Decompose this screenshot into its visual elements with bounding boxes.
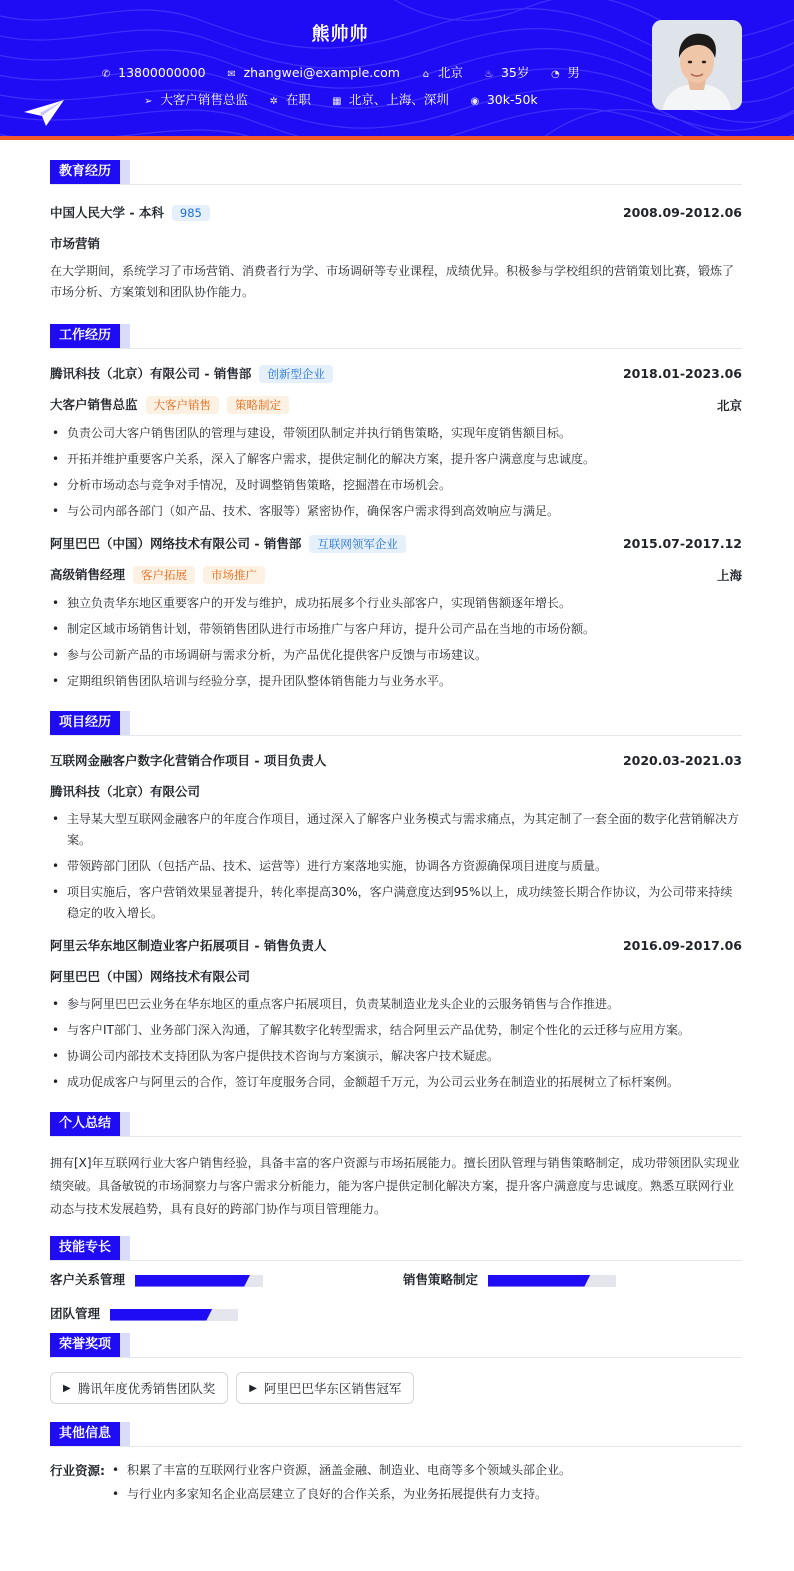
- mail-icon: ✉: [227, 69, 236, 80]
- project-bullets: [50, 809, 742, 924]
- work-period: 2015.07-2017.12: [622, 536, 742, 551]
- skill-item: [50, 1270, 263, 1288]
- salary-text: 30k-50k: [486, 92, 538, 107]
- project-name: 互联网金融客户数字化营销合作项目 - 项目负责人: [50, 753, 327, 768]
- other-label: 行业资源:: [50, 1463, 105, 1478]
- age-text: 35岁: [500, 65, 530, 80]
- job-tag: 市场推广: [203, 566, 265, 584]
- section-divider: [50, 184, 742, 185]
- candidate-name: 熊帅帅: [311, 24, 369, 45]
- position-text: 大客户销售总监: [160, 92, 248, 107]
- project-company: 阿里巴巴（中国）网络技术有限公司: [50, 969, 251, 984]
- section-work: [50, 324, 742, 348]
- age-item: [483, 63, 529, 81]
- section-education: [50, 160, 742, 184]
- section-divider: [50, 1446, 742, 1447]
- list-item: • 定期组织销售团队培训与经验分享，提升团队整体销售能力与业务水平。: [50, 671, 742, 692]
- work-location: 北京: [716, 397, 742, 413]
- skill-bar: [488, 1275, 616, 1287]
- section-divider: [50, 735, 742, 736]
- skill-name: 团队管理: [50, 1306, 101, 1321]
- section-title: 项目经历: [50, 711, 120, 735]
- position-item: [142, 90, 248, 108]
- award-text: 阿里巴巴华东区销售冠军: [263, 1381, 402, 1396]
- avatar: [652, 20, 742, 110]
- city-text: 北京: [437, 65, 463, 80]
- section-divider: [50, 348, 742, 349]
- job-title: 高级销售经理: [50, 567, 126, 582]
- project-period: 2016.09-2017.06: [622, 937, 742, 953]
- list-item: • 带领跨部门团队（包括产品、技术、运营等）进行方案落地实施，协调各方资源确保项目进度与质量。: [50, 856, 742, 877]
- play-icon: ▶: [63, 1382, 71, 1394]
- job-tag: 客户拓展: [133, 566, 195, 584]
- status-item: [268, 90, 311, 108]
- resume-header: [0, 0, 794, 140]
- play-icon: ▶: [249, 1382, 257, 1394]
- list-item: • 参与公司新产品的市场调研与需求分析，为产品优化提供客户反馈与市场建议。: [50, 645, 742, 666]
- section-divider: [50, 1260, 742, 1261]
- company-badge: 创新型企业: [259, 365, 333, 383]
- skill-name: 销售策略制定: [403, 1272, 479, 1287]
- status-text: 在职: [285, 92, 311, 107]
- skill-item: [50, 1304, 238, 1322]
- resume-body: [50, 160, 742, 1505]
- coin-icon: ◉: [470, 96, 480, 107]
- skill-bar: [135, 1275, 263, 1287]
- list-item: • 与客户IT部门、业务部门深入沟通，了解其数字化转型需求，结合阿里云产品优势，制定个性化的云迁移与应用方案。: [50, 1020, 742, 1041]
- education-desc: 在大学期间，系统学习了市场营销、消费者行为学、市场调研等专业课程，成绩优异。积极参与学校组织的营销策划比赛，锻炼了市场分析、方案策划和团队协作能力。: [50, 264, 735, 299]
- list-item: • 与行业内多家知名企业高层建立了良好的合作关系，为业务拓展提供有力支持。: [110, 1484, 742, 1505]
- phone-icon: ✆: [101, 69, 111, 80]
- education-period: 2008.09-2012.06: [622, 204, 742, 220]
- email-item: [226, 65, 400, 80]
- section-title: 技能专长: [50, 1236, 120, 1260]
- education-header: [50, 203, 742, 221]
- work-entry: [50, 364, 742, 522]
- work-location: 上海: [716, 567, 742, 583]
- status-icon: ✲: [269, 96, 279, 107]
- skill-bar-fill: [135, 1275, 250, 1287]
- company-badge: 互联网领军企业: [309, 535, 406, 553]
- other-info: [50, 1460, 742, 1505]
- section-title: 荣誉奖项: [50, 1333, 120, 1357]
- list-item: • 开拓并维护重要客户关系，深入了解客户需求，提供定制化的解决方案，提升客户满意度与忠诚度。: [50, 449, 742, 470]
- work-bullets: [50, 423, 742, 522]
- project-bullets: [50, 994, 742, 1093]
- gender-item: [549, 63, 580, 81]
- work-entry: [50, 534, 742, 692]
- building-icon: ▦: [332, 96, 342, 107]
- section-skills: [50, 1236, 742, 1260]
- list-item: • 主导某大型互联网金融客户的年度合作项目，通过深入了解客户业务模式与需求痛点，为其定制了一套全面的数字化营销解决方案。: [50, 809, 742, 851]
- school-badge: 985: [172, 205, 210, 221]
- avatar-photo: [652, 20, 742, 110]
- cake-icon: ♨: [484, 69, 494, 80]
- gender-text: 男: [567, 65, 580, 80]
- section-other: [50, 1422, 742, 1446]
- skill-name: 客户关系管理: [50, 1272, 126, 1287]
- skill-bar: [110, 1309, 238, 1321]
- list-item: • 参与阿里巴巴云业务在华东地区的重点客户拓展项目，负责某制造业龙头企业的云服务销售与合作推进。: [50, 994, 742, 1015]
- section-divider: [50, 1357, 742, 1358]
- section-title: 其他信息: [50, 1422, 120, 1446]
- section-summary: [50, 1112, 742, 1136]
- skill-bar-fill: [110, 1309, 212, 1321]
- list-item: • 项目实施后，客户营销效果显著提升，转化率提高30%，客户满意度达到95%以上，成功续签长期合作协议，为公司带来持续稳定的收入增长。: [50, 882, 742, 924]
- section-awards: [50, 1333, 742, 1357]
- skill-bar-fill: [488, 1275, 590, 1287]
- list-item: • 与公司内部各部门（如产品、技术、客服等）紧密协作，确保客户需求得到高效响应与满足。: [50, 501, 742, 522]
- target-city-item: [331, 90, 449, 108]
- section-title: 工作经历: [50, 324, 120, 348]
- job-tag: 大客户销售: [146, 396, 220, 414]
- list-item: • 积累了丰富的互联网行业客户资源，涵盖金融、制造业、电商等多个领域头部企业。: [110, 1460, 742, 1481]
- target-city-text: 北京、上海、深圳: [348, 92, 449, 107]
- award-item: [236, 1372, 414, 1404]
- salary-item: [469, 92, 538, 107]
- project-period: 2020.03-2021.03: [622, 752, 742, 768]
- contact-row: [0, 63, 680, 81]
- work-period: 2018.01-2023.06: [622, 366, 742, 381]
- other-bullets: [110, 1460, 742, 1505]
- major: 市场营销: [50, 236, 101, 251]
- section-projects: [50, 711, 742, 735]
- gender-icon: ◔: [550, 69, 560, 80]
- project-entry: [50, 936, 742, 1093]
- project-name: 阿里云华东地区制造业客户拓展项目 - 销售负责人: [50, 938, 327, 953]
- phone-item: [100, 65, 205, 80]
- list-item: • 成功促成客户与阿里云的合作，签订年度服务合同，金额超千万元，为公司云业务在制造业的拓展树立了标杆案例。: [50, 1072, 742, 1093]
- project-entry: [50, 751, 742, 924]
- phone-text: 13800000000: [118, 65, 206, 80]
- home-icon: ⌂: [422, 69, 430, 80]
- company-name: 腾讯科技（北京）有限公司 - 销售部: [50, 366, 252, 381]
- skills-grid: [50, 1270, 742, 1332]
- list-item: • 分析市场动态与竞争对手情况，及时调整销售策略，挖掘潜在市场机会。: [50, 475, 742, 496]
- award-item: [50, 1372, 228, 1404]
- section-title: 个人总结: [50, 1112, 120, 1136]
- paper-plane-icon: [24, 100, 64, 126]
- job-title: 大客户销售总监: [50, 397, 138, 412]
- section-title: 教育经历: [50, 160, 120, 184]
- email-text: zhangwei@example.com: [243, 65, 400, 80]
- summary-text: 拥有[X]年互联网行业大客户销售经验，具备丰富的客户资源与市场拓展能力。擅长团队管理与销售策略制定，成功带领团队实现业绩突破。具备敏锐的市场洞察力与客户需求分析能力，能为客户提供定制化解决方案，提升客户满意度与忠诚度。熟悉互联网行业动态与技术发展趋势，具有良好的跨部门协作与项目管理能力。: [50, 1156, 740, 1216]
- awards-list: [50, 1372, 742, 1404]
- school-name: 中国人民大学 - 本科: [50, 205, 164, 220]
- list-item: • 独立负责华东地区重要客户的开发与维护，成功拓展多个行业头部客户，实现销售额逐年增长。: [50, 593, 742, 614]
- job-tag: 策略制定: [227, 396, 289, 414]
- send-icon: ➢: [144, 96, 153, 107]
- award-text: 腾讯年度优秀销售团队奖: [77, 1381, 216, 1396]
- list-item: • 制定区域市场销售计划，带领销售团队进行市场推广与客户拜访，提升公司产品在当地的市场份额。: [50, 619, 742, 640]
- city-item: [420, 63, 463, 81]
- list-item: • 负责公司大客户销售团队的管理与建设，带领团队制定并执行销售策略，实现年度销售额目标。: [50, 423, 742, 444]
- work-bullets: [50, 593, 742, 692]
- section-divider: [50, 1136, 742, 1137]
- project-company: 腾讯科技（北京）有限公司: [50, 784, 201, 799]
- list-item: • 协调公司内部技术支持团队为客户提供技术咨询与方案演示，解决客户技术疑虑。: [50, 1046, 742, 1067]
- company-name: 阿里巴巴（中国）网络技术有限公司 - 销售部: [50, 536, 302, 551]
- skill-item: [403, 1270, 616, 1288]
- job-intent-row: [0, 90, 680, 108]
